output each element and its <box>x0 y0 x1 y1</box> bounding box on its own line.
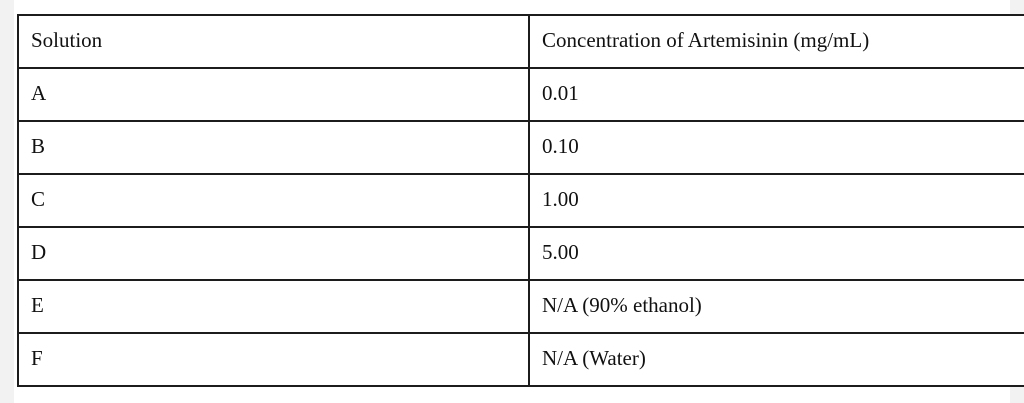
table-row <box>18 174 1024 227</box>
cell-solution: E <box>18 280 529 333</box>
cell-solution: F <box>18 333 529 386</box>
cell-concentration: 5.00 <box>529 227 1024 280</box>
solution-concentration-table <box>17 14 1024 387</box>
solution-concentration-table-wrapper <box>17 14 1007 387</box>
cell-concentration: 0.10 <box>529 121 1024 174</box>
cell-concentration: 0.01 <box>529 68 1024 121</box>
table-header-row <box>18 15 1024 68</box>
cell-solution: B <box>18 121 529 174</box>
table-row <box>18 227 1024 280</box>
column-header-concentration: Concentration of Artemisinin (mg/mL) <box>529 15 1024 68</box>
table-row <box>18 280 1024 333</box>
page-left-margin-shade <box>0 0 14 403</box>
table-row <box>18 333 1024 386</box>
cell-concentration: N/A (90% ethanol) <box>529 280 1024 333</box>
cell-solution: A <box>18 68 529 121</box>
cell-solution: C <box>18 174 529 227</box>
cell-solution: D <box>18 227 529 280</box>
column-header-solution: Solution <box>18 15 529 68</box>
cell-concentration: 1.00 <box>529 174 1024 227</box>
table-row <box>18 68 1024 121</box>
table-row <box>18 121 1024 174</box>
cell-concentration: N/A (Water) <box>529 333 1024 386</box>
